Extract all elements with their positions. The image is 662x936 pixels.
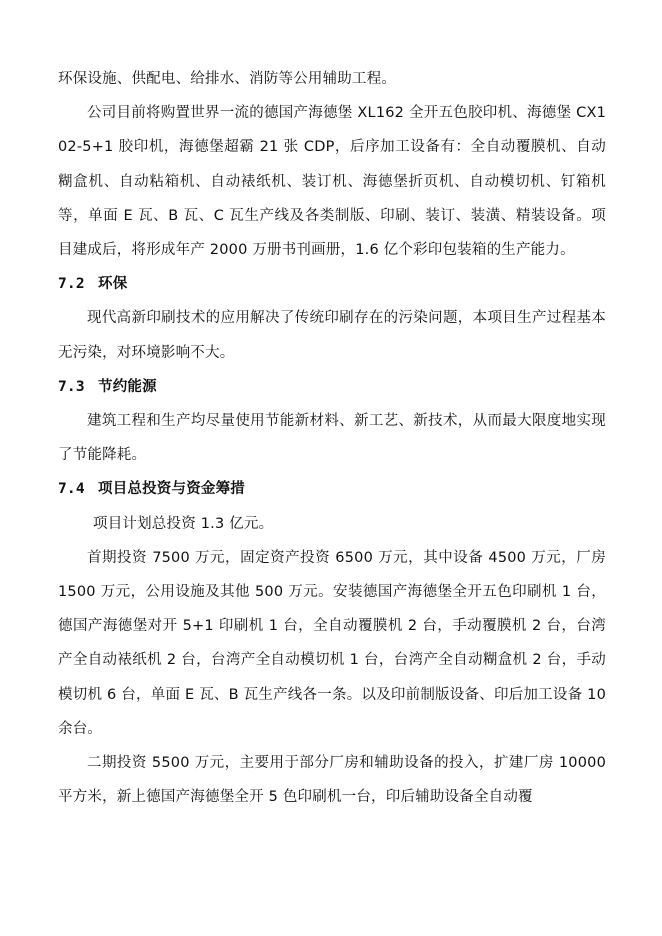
- document-page: [58, 62, 606, 814]
- section-number: 7.2: [58, 276, 85, 293]
- paragraph-utilities: 环保设施、供配电、给排水、消防等公用辅助工程。: [58, 71, 397, 87]
- section-title: 项目总投资与资金筹措: [98, 481, 245, 498]
- paragraph-phase-one: 首期投资 7500 万元，固定资产投资 6500 万元，其中设备 4500 万元，厂房 1500 万元，公用设施及其他 500 万元。安装德国产海德堡全开五色印刷机 1 台，德国产海德堡对开 5+1 印刷机 1 台，全自动覆膜机 2 台，手动覆膜机 2 台，台湾产全自动裱纸机 2 台，台湾产全自动模切机 1 台，台湾产全自动糊盒机 2 台，手动模切机 6 台，单面 E 瓦、B 瓦生产线各一条。以及印前制版设备、印后加工设备 10 余台。: [58, 549, 606, 737]
- section-title: 环保: [98, 276, 128, 293]
- heading-energy-saving: [58, 370, 606, 404]
- paragraph-phase-two: 二期投资 5500 万元，主要用于部分厂房和辅助设备的投入，扩建厂房 10000 平方米，新上德国产海德堡全开 5 色印刷机一台，印后辅助设备全自动覆: [58, 755, 606, 806]
- paragraph-total-investment: 项目计划总投资 1.3 亿元。: [93, 515, 274, 532]
- heading-investment: [58, 472, 606, 506]
- paragraph-equipment: 公司目前将购置世界一流的德国产海德堡 XL162 全开五色胶印机、海德堡 CX102-5+1 胶印机，海德堡超霸 21 张 CDP，后序加工设备有：全自动覆膜机、自动糊盒机、自动粘箱机、自动裱纸机、装订机、海德堡折页机、自动模切机、钉箱机等，单面 E 瓦、B 瓦、C 瓦生产线及各类制版、印刷、装订、装潢、精装设备。项目建成后，将形成年产 2000 万册书刊画册，1.6 亿个彩印包装箱的生产能力。: [58, 105, 606, 259]
- section-title: 节约能源: [98, 378, 157, 395]
- paragraph-environment: 现代高新印刷技术的应用解决了传统印刷存在的污染问题，本项目生产过程基本无污染，对环境影响不大。: [58, 310, 606, 361]
- section-number: 7.3: [58, 378, 85, 395]
- section-number: 7.4: [58, 481, 85, 498]
- paragraph-energy-saving: 建筑工程和生产均尽量使用节能新材料、新工艺、新技术，从而最大限度地实现了节能降耗。: [58, 413, 606, 464]
- heading-environment: [58, 267, 606, 301]
